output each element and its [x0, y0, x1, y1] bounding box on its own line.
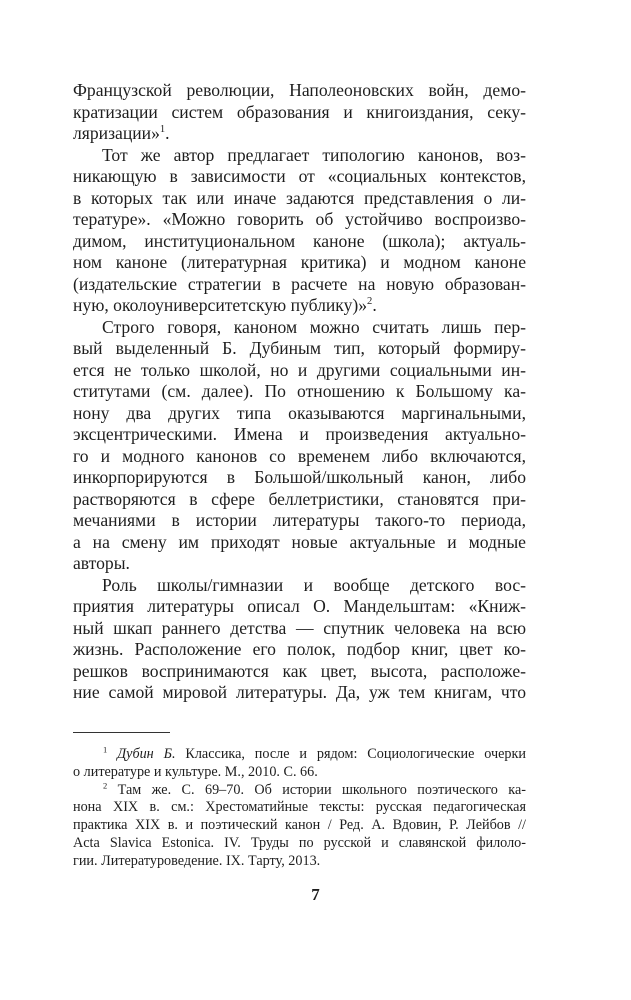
text-segment: эксцентрическими. Имена и произведения актуально- — [73, 424, 526, 444]
text-segment: нона XIX в. см.: Хрестоматийные тексты: русская педагогическая — [73, 799, 526, 816]
text-line — [73, 403, 526, 425]
text-segment: ную, околоуниверситетскую публику)» — [73, 295, 368, 315]
text-segment: авторы. — [73, 553, 130, 573]
text-segment: . — [372, 295, 377, 315]
text-segment: практика XIX в. и поэтический канон / Ред. А. Вдовин, Р. Лейбов // — [73, 817, 526, 834]
text-line — [73, 446, 526, 468]
text-segment: Роль школы/гимназии и вообще детского вос- — [102, 574, 526, 595]
text-segment: го и модного канонов со временем либо включаются, — [73, 445, 526, 466]
text-segment: ется не только школой, но и другими социальными ин- — [73, 359, 526, 380]
text-segment — [107, 746, 117, 762]
footnote-marker: 1 — [159, 124, 166, 136]
text-line — [73, 835, 526, 853]
text-segment: ляризации» — [73, 123, 160, 143]
text-line — [73, 145, 526, 167]
text-segment: Тот же автор предлагает типологию канонов, воз- — [102, 144, 526, 165]
text-segment: в которых так или иначе задаются представления о ли- — [73, 187, 526, 208]
text-segment: а на смену им приходят новые актуальные и модные — [73, 531, 526, 552]
text-line — [73, 489, 526, 511]
text-line — [73, 209, 526, 231]
text-segment: Французской революции, Наполеоновских войн, демо- — [73, 80, 526, 100]
footnote-marker: 2 — [367, 296, 373, 308]
text-line — [73, 661, 526, 683]
footnote-marker: 2 — [103, 779, 108, 790]
text-segment: решков воспринимаются как цвет, высота, расположе- — [73, 660, 526, 681]
footnotes — [73, 746, 526, 871]
text-segment: Дубин Б. — [117, 746, 176, 762]
text-line — [73, 799, 526, 817]
text-line — [73, 575, 526, 597]
text-segment: приятия литературы описал О. Мандельштам: «Книж- — [73, 596, 526, 616]
text-line — [73, 510, 526, 532]
text-line — [73, 467, 526, 489]
text-line — [73, 188, 526, 210]
text-segment: Строго говоря, каноном можно считать лишь пер- — [102, 316, 526, 337]
text-segment: никающую в зависимости от «социальных контекстов, — [73, 166, 526, 186]
text-segment: нону два других типа оказываются маргинальными, — [73, 402, 526, 423]
text-line — [73, 80, 526, 102]
page-number: 7 — [311, 885, 320, 904]
paragraph — [73, 317, 526, 575]
text-segment: гии. Литературоведение. IX. Тарту, 2013. — [73, 852, 321, 869]
text-segment: Acta Slavica Estonica. IV. Труды по русской и славянской филоло- — [73, 834, 526, 851]
text-line — [73, 853, 526, 871]
text-line — [73, 231, 526, 253]
text-segment: о литературе и культуре. М., 2010. С. 66. — [73, 763, 318, 780]
text-line — [73, 746, 526, 764]
text-segment: . — [165, 123, 170, 143]
text-line — [73, 779, 526, 800]
text-line — [73, 553, 526, 575]
text-segment: ном каноне (литературная критика) и модном каноне — [73, 252, 526, 272]
text-line — [73, 817, 526, 835]
text-line — [73, 360, 526, 382]
text-segment: ние самой мировой литературы. Да, уж тем книгам, что — [73, 682, 526, 702]
text-segment: кратизации систем образования и книгоиздания, секу- — [73, 101, 526, 122]
footnote-separator — [73, 732, 170, 733]
text-line — [73, 102, 526, 124]
footnote — [73, 779, 526, 871]
text-segment: инкорпорируются в Большой/школьный канон, либо — [73, 467, 526, 487]
text-segment: димом, институциональном каноне (школа); актуаль- — [73, 230, 526, 251]
text-line — [73, 123, 526, 145]
text-segment: ный шкап раннего детства — спутник человека на всю — [73, 617, 526, 638]
paragraph — [73, 575, 526, 704]
text-line — [73, 424, 526, 446]
text-segment: (издательские стратегии в расчете на новую образован- — [73, 273, 526, 294]
text-line — [73, 252, 526, 274]
text-line — [73, 532, 526, 554]
text-line — [73, 166, 526, 188]
text-segment: Там же. С. 69–70. Об истории школьного поэтического ка- — [107, 781, 526, 798]
body-text — [73, 80, 526, 704]
text-line — [73, 274, 526, 296]
text-segment: ститутами (см. далее). По отношению к Большому ка- — [73, 381, 526, 401]
text-segment: мечаниями в истории литературы такого-то периода, — [73, 510, 526, 530]
text-line — [73, 639, 526, 661]
text-line — [73, 317, 526, 339]
text-line — [73, 764, 526, 782]
text-line — [73, 596, 526, 618]
text-segment: жизнь. Расположение его полок, подбор книг, цвет ко- — [73, 639, 526, 659]
text-segment: тературе». «Можно говорить об устойчиво воспроизво- — [73, 209, 526, 229]
text-line — [73, 682, 526, 704]
text-line — [73, 618, 526, 640]
text-line — [73, 295, 526, 317]
text-line — [73, 338, 526, 360]
footnote-marker: 1 — [103, 744, 108, 755]
paragraph — [73, 80, 526, 145]
paragraph — [73, 145, 526, 317]
text-segment: Классика, после и рядом: Социологические очерки — [175, 746, 527, 762]
text-segment: растворяются в сфере беллетристики, становятся при- — [73, 488, 526, 509]
text-line — [73, 381, 526, 403]
text-segment: вый выделенный Б. Дубиным тип, который формиру- — [73, 338, 526, 358]
footnote — [73, 746, 526, 782]
